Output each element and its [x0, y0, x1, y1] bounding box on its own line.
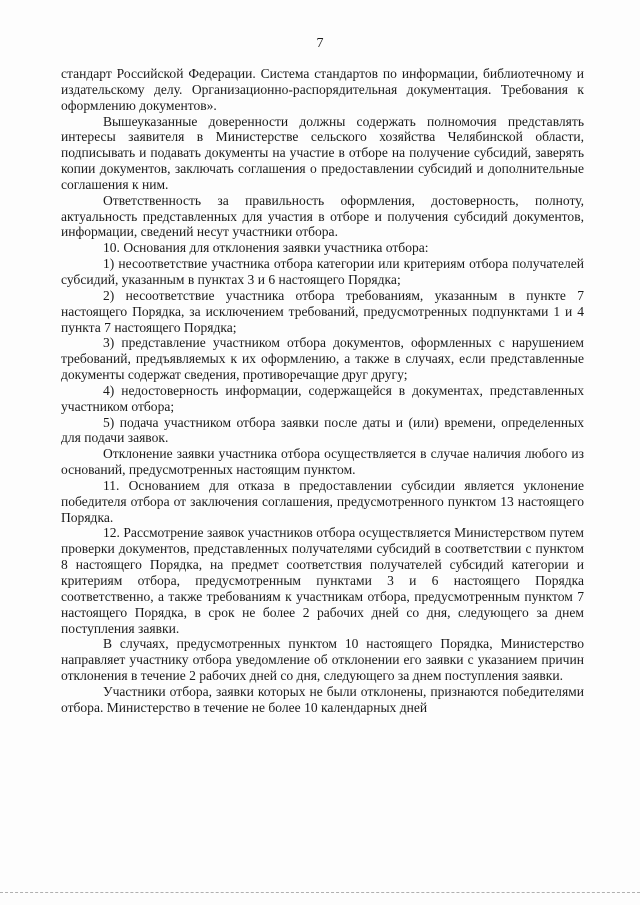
paragraph: В случаях, предусмотренных пунктом 10 настоящего Порядка, Министерство направляет участнику отбора уведомление об отклонении его заявки с указанием причин отклонения в течение 2 рабочих дней со дня, следующего за днем поступления заявки.: [61, 636, 584, 684]
list-item: 2) несоответствие участника отбора требованиям, указанным в пункте 7 настоящего Порядка, за исключением требований, предусмотренных подпунктами 1 и 4 пункта 7 настоящего Порядка;: [61, 287, 584, 335]
paragraph: Участники отбора, заявки которых не были отклонены, признаются победителями отбора. Министерство в течение не более 10 календарных дней: [61, 683, 584, 715]
paragraph: Отклонение заявки участника отбора осуществляется в случае наличия любого из оснований, предусмотренных настоящим пунктом.: [61, 446, 584, 478]
list-item: 4) недостоверность информации, содержащейся в документах, представленных участником отбора;: [61, 382, 584, 414]
paragraph: Вышеуказанные доверенности должны содержать полномочия представлять интересы заявителя в Министерстве сельского хозяйства Челябинской области, подписывать и подавать документы на участие в отборе на получение субсидий, заверять копии документов, заключать соглашения о предоставлении субсидий и дополнительные соглашения к ним.: [61, 113, 584, 192]
list-item: 5) подача участником отбора заявки после даты и (или) времени, определенных для подачи заявок.: [61, 414, 584, 446]
paragraph: 11. Основанием для отказа в предоставлении субсидии является уклонение победителя отбора от заключения соглашения, предусмотренного пунктом 13 настоящего Порядка.: [61, 477, 584, 525]
document-body: [61, 66, 584, 716]
paragraph: 12. Рассмотрение заявок участников отбора осуществляется Министерством путем проверки документов, представленных получателями субсидий в соответствии с пунктом 8 настоящего Порядка, на предмет соответствия получателей субсидий категории и критериям отбора, предусмотренным пунктами 3 и 6 настоящего Порядка соответственно, а также требованиям к участникам отбора, предусмотренным пунктом 7 настоящего Порядка, в срок не более 2 рабочих дней со дня, следующего за днем поступления заявки.: [61, 525, 584, 636]
page-bottom-rule: [0, 892, 640, 893]
list-item: 1) несоответствие участника отбора категории или критериям отбора получателей субсидий, указанным в пунктах 3 и 6 настоящего Порядка;: [61, 256, 584, 287]
paragraph: стандарт Российской Федерации. Система стандартов по информации, библиотечному и издательскому делу. Организационно-распорядительная документация. Требования к оформлению документов».: [61, 66, 584, 113]
paragraph: Ответственность за правильность оформления, достоверность, полноту, актуальность представленных для участия в отборе и получения субсидий документов, информации, сведений несут участники отбора.: [61, 192, 584, 240]
paragraph: 10. Основания для отклонения заявки участника отбора:: [103, 240, 429, 256]
list-item: 3) представление участником отбора документов, оформленных с нарушением требований, предъявляемых к их оформлению, а также в случаях, если представленные документы содержат сведения, противоречащие друг другу;: [61, 335, 584, 383]
page-number: 7: [316, 36, 324, 51]
